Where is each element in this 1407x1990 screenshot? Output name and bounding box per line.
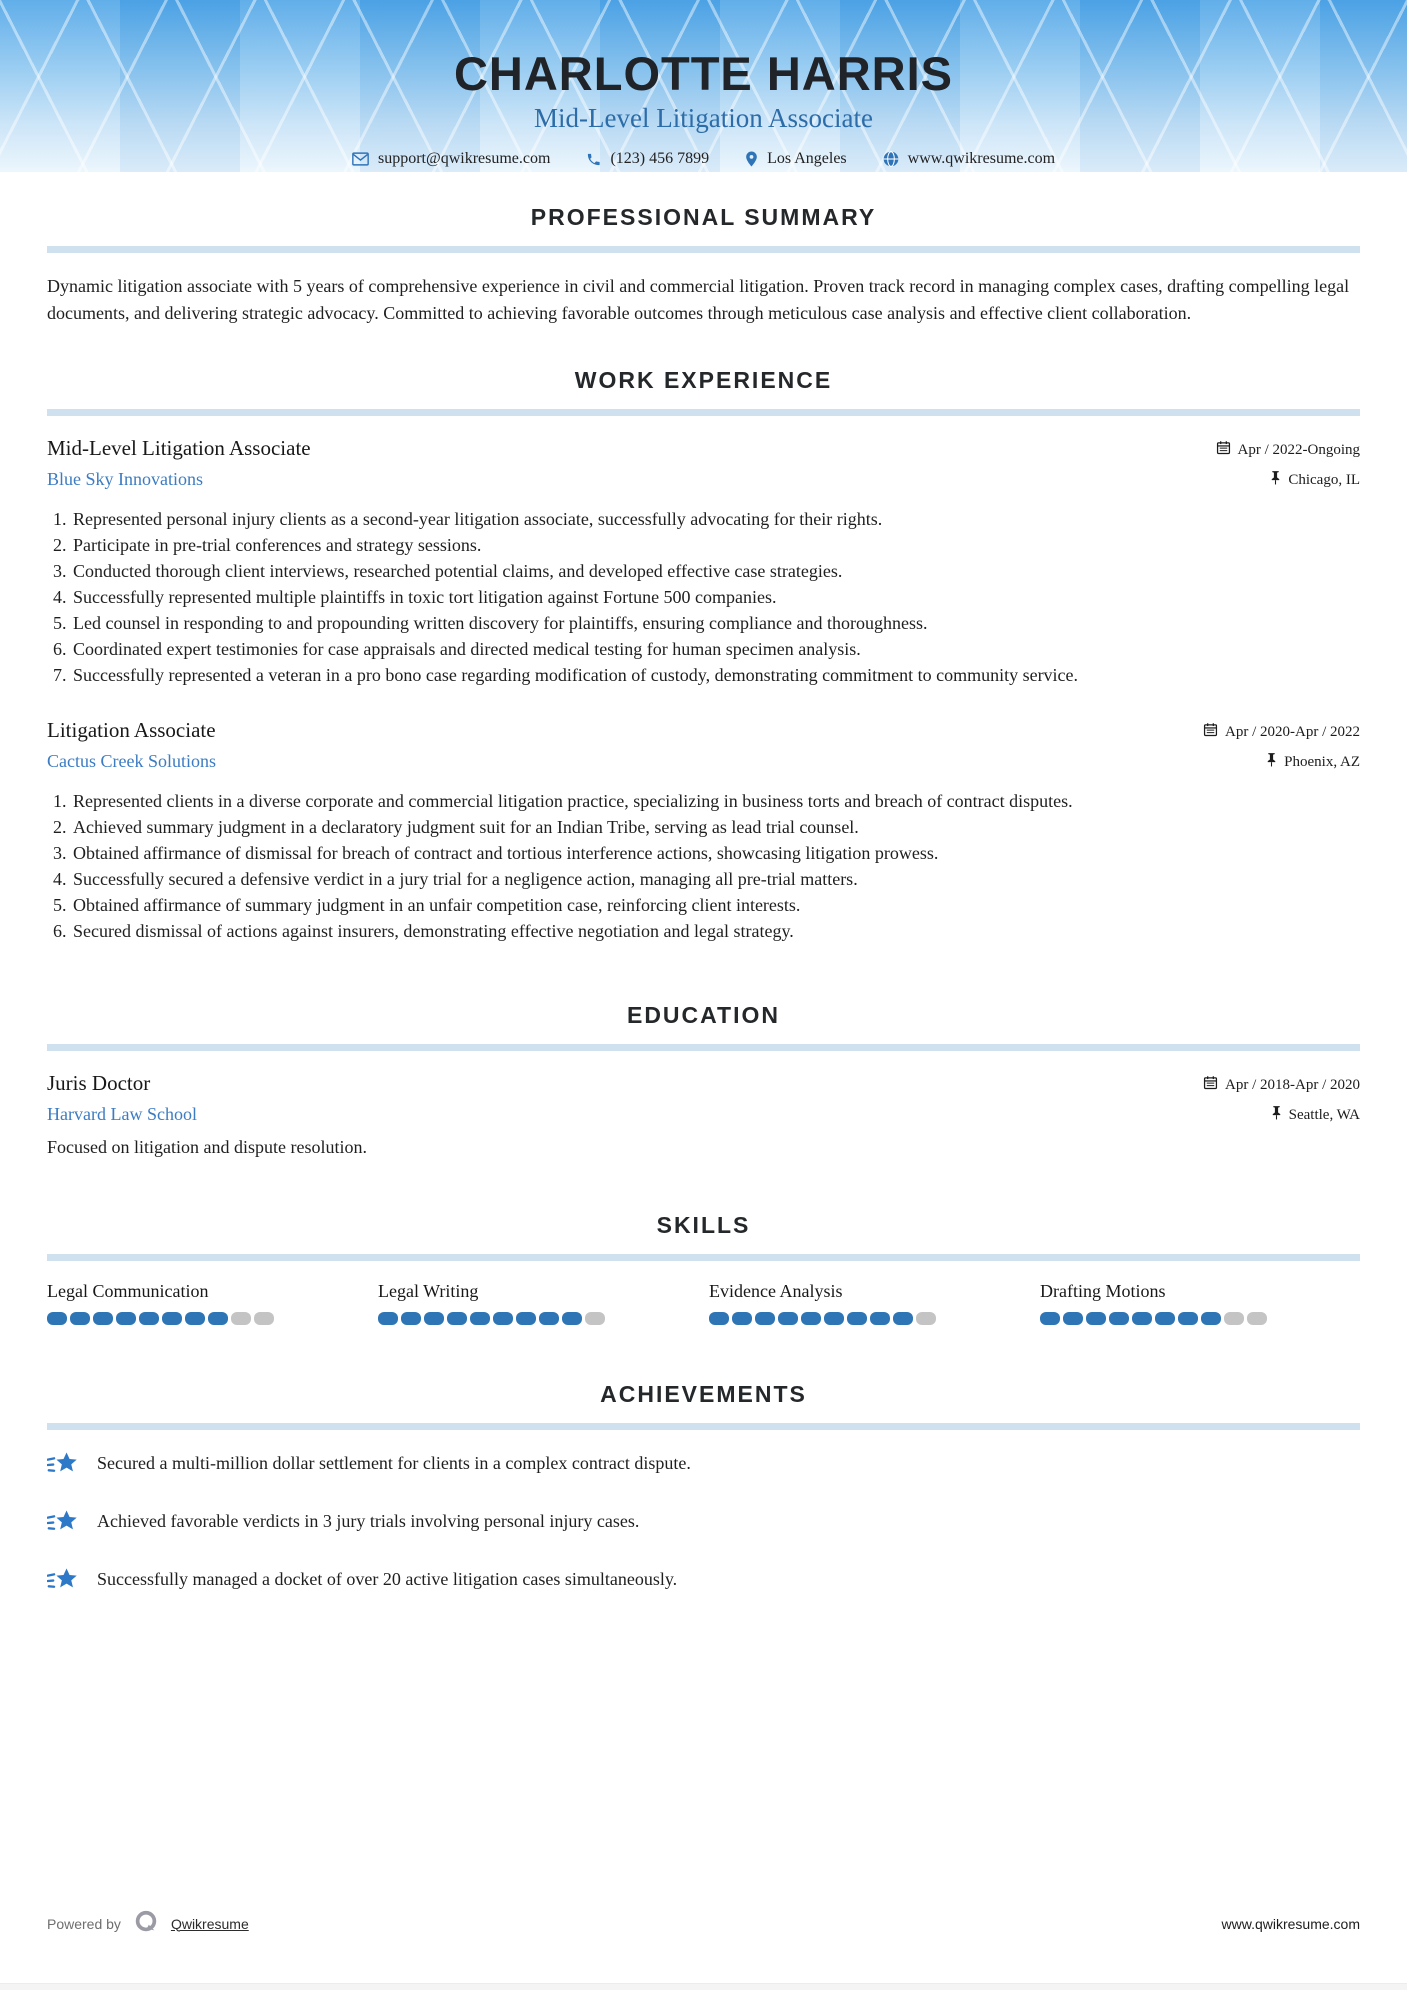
skill-dot-filled [493, 1312, 513, 1325]
calendar-icon [1203, 722, 1218, 742]
skill-level-meter [47, 1312, 306, 1325]
skills-list [47, 1281, 1360, 1325]
skill-dot-filled [1109, 1312, 1129, 1325]
job-bullet: 5. Led counsel in responding to and propounding written discovery for plaintiffs, ensuring compliance and thoroughness. [71, 610, 1360, 636]
skill-dot-empty [1247, 1312, 1267, 1325]
skill-dot-filled [447, 1312, 467, 1325]
achievement-item [47, 1566, 1360, 1602]
skill-dot-filled [116, 1312, 136, 1325]
education-entry [47, 1071, 1360, 1158]
qwikresume-link[interactable]: Qwikresume [170, 1915, 249, 1932]
contact-location-text: Los Angeles [767, 150, 847, 167]
education-dates [1203, 1075, 1360, 1095]
skill-name: Drafting Motions [1040, 1281, 1166, 1301]
section-divider [47, 1254, 1360, 1261]
achievement-list [47, 1450, 1360, 1602]
skill-dot-filled [778, 1312, 798, 1325]
section-skills [47, 1212, 1360, 1325]
skill-dot-empty [1224, 1312, 1244, 1325]
job-bullet: 6. Coordinated expert testimonies for case appraisals and directed medical testing for human specimen analysis. [71, 636, 1360, 662]
achievement-text: Secured a multi-million dollar settlement for clients in a complex contract dispute. [97, 1453, 691, 1473]
skill-dot-filled [139, 1312, 159, 1325]
pushpin-icon [1266, 752, 1277, 772]
skill-dot-empty [585, 1312, 605, 1325]
calendar-icon [1203, 1075, 1218, 1095]
pushpin-icon [1270, 470, 1281, 490]
section-achievements [47, 1381, 1360, 1602]
degree-name: Juris Doctor [47, 1071, 151, 1095]
skill-dot-filled [1201, 1312, 1221, 1325]
achievement-star-icon [47, 1450, 79, 1486]
summary-text: Dynamic litigation associate with 5 years of comprehensive experience in civil and commercial litigation. Proven track record in managing complex cases, drafting compelling legal documents, and delivering strategic advocacy. Committed to achieving favorable outcomes through meticulous case analysis and effective client collaboration. [47, 276, 1350, 323]
job-dates [1203, 722, 1360, 742]
skill-dot-filled [893, 1312, 913, 1325]
skill-dot-filled [732, 1312, 752, 1325]
globe-icon [883, 151, 899, 167]
skill-dot-empty [254, 1312, 274, 1325]
job-bullet: 6. Secured dismissal of actions against insurers, demonstrating effective negotiation and legal strategy. [71, 918, 1360, 944]
contact-phone [586, 150, 709, 168]
skill-dot-empty [231, 1312, 251, 1325]
candidate-job-title: Mid-Level Litigation Associate [534, 103, 873, 133]
job-bullet: 3. Obtained affirmance of dismissal for breach of contract and tortious interference actions, showcasing litigation prowess. [71, 840, 1360, 866]
skill-name: Evidence Analysis [709, 1281, 843, 1301]
achievement-text: Achieved favorable verdicts in 3 jury trials involving personal injury cases. [97, 1511, 640, 1531]
skill-dot-filled [801, 1312, 821, 1325]
phone-icon [586, 152, 601, 167]
job-list [47, 436, 1360, 944]
calendar-icon [1216, 440, 1231, 460]
skill-level-meter [709, 1312, 968, 1325]
job-bullet: 1. Represented personal injury clients as a second-year litigation associate, successfully advocating for their rights. [71, 506, 1360, 532]
job-bullet: 5. Obtained affirmance of summary judgment in an unfair competition case, reinforcing client interests. [71, 892, 1360, 918]
section-divider [47, 1044, 1360, 1051]
job-entry [47, 718, 1360, 944]
achievement-item [47, 1450, 1360, 1486]
skill-dot-filled [1040, 1312, 1060, 1325]
skill-level-meter [1040, 1312, 1299, 1325]
skill-dot-filled [401, 1312, 421, 1325]
education-heading: EDUCATION [626, 1002, 780, 1028]
resume-body [0, 204, 1407, 1602]
skill-dot-filled [47, 1312, 67, 1325]
summary-heading: PROFESSIONAL SUMMARY [530, 204, 877, 230]
skill-dot-filled [755, 1312, 775, 1325]
achievement-item [47, 1508, 1360, 1544]
achievements-heading: ACHIEVEMENTS [600, 1381, 807, 1407]
contact-email-text: support@qwikresume.com [377, 150, 551, 167]
contact-phone-text: (123) 456 7899 [610, 150, 710, 167]
skill-name: Legal Communication [47, 1281, 209, 1301]
job-bullet: 1. Represented clients in a diverse corporate and commercial litigation practice, specializing in business torts and breach of contract disputes. [71, 788, 1360, 814]
education-dates-text: Apr / 2018-Apr / 2020 [1225, 1076, 1360, 1093]
skill-dot-filled [870, 1312, 890, 1325]
skill-item [709, 1281, 968, 1325]
contact-website [883, 150, 1055, 168]
education-description: Focused on litigation and dispute resolution. [47, 1137, 367, 1157]
school-name: Harvard Law School [47, 1104, 197, 1124]
location-pin-icon [745, 151, 758, 167]
skill-name: Legal Writing [378, 1281, 479, 1301]
job-bullet-list [47, 788, 1360, 944]
section-divider [47, 1423, 1360, 1430]
section-divider [47, 409, 1360, 416]
education-location-text: Seattle, WA [1288, 1106, 1360, 1123]
job-bullet: 2. Achieved summary judgment in a declaratory judgment suit for an Indian Tribe, serving as lead trial counsel. [71, 814, 1360, 840]
skill-dot-filled [847, 1312, 867, 1325]
skill-dot-filled [1155, 1312, 1175, 1325]
skill-dot-filled [470, 1312, 490, 1325]
job-bullet: 4. Successfully secured a defensive verdict in a jury trial for a negligence action, managing all pre-trial matters. [71, 866, 1360, 892]
footer-website-link[interactable]: www.qwikresume.com [1221, 1915, 1360, 1932]
skill-dot-filled [70, 1312, 90, 1325]
skill-item [47, 1281, 306, 1325]
job-dates [1216, 440, 1361, 460]
skill-dot-filled [378, 1312, 398, 1325]
achievement-text: Successfully managed a docket of over 20 active litigation cases simultaneously. [97, 1569, 678, 1589]
skill-dot-filled [1132, 1312, 1152, 1325]
page-footer [47, 1909, 1360, 1938]
skill-dot-filled [1063, 1312, 1083, 1325]
header-banner [0, 0, 1407, 172]
work-heading: WORK EXPERIENCE [574, 367, 833, 393]
skill-dot-filled [709, 1312, 729, 1325]
achievement-star-icon [47, 1508, 79, 1544]
skill-dot-filled [824, 1312, 844, 1325]
skill-dot-filled [539, 1312, 559, 1325]
skill-dot-filled [1178, 1312, 1198, 1325]
candidate-name: CHARLOTTE HARRIS [453, 47, 954, 100]
company-name: Cactus Creek Solutions [47, 751, 216, 771]
job-dates-text: Apr / 2022-Ongoing [1237, 441, 1360, 458]
job-location-text: Phoenix, AZ [1284, 753, 1360, 770]
job-location [1266, 752, 1360, 772]
envelope-icon [352, 152, 369, 166]
skill-dot-filled [424, 1312, 444, 1325]
bottom-strip [0, 1983, 1407, 1990]
education-location [1271, 1105, 1360, 1125]
skill-item [378, 1281, 637, 1325]
job-entry [47, 436, 1360, 688]
job-bullet-list [47, 506, 1360, 688]
skill-dot-filled [162, 1312, 182, 1325]
skill-dot-filled [208, 1312, 228, 1325]
skill-item [1040, 1281, 1299, 1325]
job-location [1270, 470, 1360, 490]
company-name: Blue Sky Innovations [47, 469, 203, 489]
skill-dot-filled [516, 1312, 536, 1325]
job-bullet: 4. Successfully represented multiple plaintiffs in toxic tort litigation against Fortune 500 companies. [71, 584, 1360, 610]
contact-bar [0, 150, 1407, 168]
qwikresume-logo [133, 1909, 159, 1938]
job-title: Mid-Level Litigation Associate [47, 436, 311, 460]
job-location-text: Chicago, IL [1288, 471, 1360, 488]
job-title: Litigation Associate [47, 718, 216, 742]
achievement-star-icon [47, 1566, 79, 1602]
skill-dot-filled [185, 1312, 205, 1325]
skill-dot-filled [562, 1312, 582, 1325]
skills-heading: SKILLS [656, 1212, 751, 1238]
skill-level-meter [378, 1312, 637, 1325]
job-bullet: 2. Participate in pre-trial conferences and strategy sessions. [71, 532, 1360, 558]
skill-dot-filled [1086, 1312, 1106, 1325]
contact-email [352, 150, 550, 168]
contact-location [745, 150, 847, 168]
job-bullet: 7. Successfully represented a veteran in a pro bono case regarding modification of custody, demonstrating commitment to community service. [71, 662, 1360, 688]
job-dates-text: Apr / 2020-Apr / 2022 [1225, 723, 1360, 740]
skill-dot-filled [93, 1312, 113, 1325]
pushpin-icon [1271, 1105, 1282, 1125]
job-bullet: 3. Conducted thorough client interviews, researched potential claims, and developed effective case strategies. [71, 558, 1360, 584]
section-divider [47, 246, 1360, 253]
skill-dot-empty [916, 1312, 936, 1325]
section-work-experience [47, 367, 1360, 944]
powered-by-label: Powered by [47, 1915, 121, 1932]
contact-website-text: www.qwikresume.com [907, 150, 1056, 167]
section-professional-summary [47, 204, 1360, 327]
section-education [47, 1002, 1360, 1158]
